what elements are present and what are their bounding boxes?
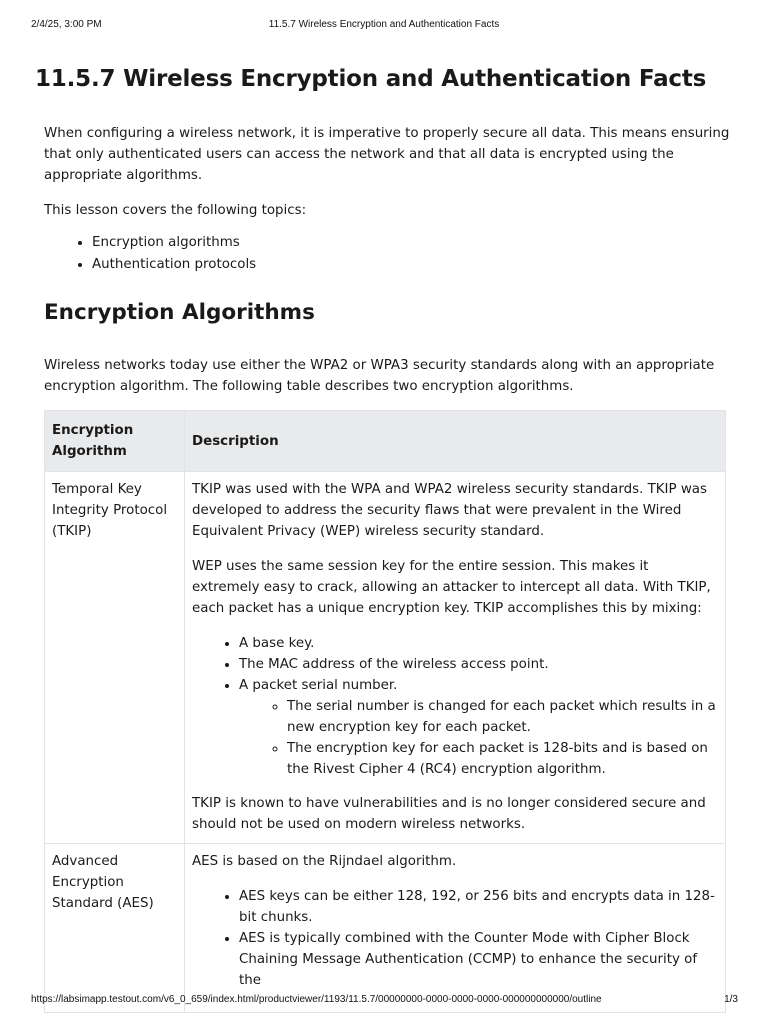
algorithm-name-cell: Temporal Key Integrity Protocol (TKIP) <box>45 472 185 844</box>
intro-paragraph: When configuring a wireless network, it is imperative to properly secure all data. This means ensuring that only authenticated users can access the network and that all data is encrypted using the appropriate algorithms. <box>44 126 730 183</box>
section-heading: Encryption Algorithms <box>44 300 315 325</box>
list-item: • AES is typically combined with the Counter Mode with Cipher Block Chaining Message Authentication (CCMP) to enhance the security of the <box>239 928 718 991</box>
list-item-text: A packet serial number. <box>239 678 398 693</box>
list-item: • A base key. <box>239 633 718 654</box>
section-intro: Wireless networks today use either the WPA2 or WPA3 security standards along with an appropriate encryption algorithm. The following table describes two encryption algorithms. <box>44 358 715 394</box>
description-paragraph: TKIP was used with the WPA and WPA2 wireless security standards. TKIP was developed to address the security flaws that were prevalent in the Wired Equivalent Privacy (WEP) wireless security standard. <box>192 482 707 539</box>
page-number: 1/3 <box>724 994 738 1005</box>
description-paragraph: WEP uses the same session key for the entire session. This makes it extremely easy to crack, allowing an attacker to intercept all data. With TKIP, each packet has a unique encryption key. TKIP accomplishes this by mixing: <box>192 559 711 616</box>
sub-list-item: ◦ The encryption key for each packet is 128-bits and is based on the Rivest Cipher 4 (RC4) encryption algorithm. <box>287 738 718 780</box>
table-header-row <box>45 411 726 472</box>
column-header-algorithm: Encryption Algorithm <box>45 411 185 472</box>
bullet-list <box>192 886 718 991</box>
description-paragraph: AES is based on the Rijndael algorithm. <box>192 854 457 869</box>
sub-list-item: ◦ The serial number is changed for each packet which results in a new encryption key for each packet. <box>287 696 718 738</box>
description-cell <box>185 472 726 844</box>
page-title: 11.5.7 Wireless Encryption and Authentication Facts <box>35 66 707 92</box>
bullet-list <box>192 633 718 780</box>
table-row <box>45 844 726 1013</box>
list-item <box>239 675 718 780</box>
print-page-title: 11.5.7 Wireless Encryption and Authentication Facts <box>268 19 500 30</box>
print-header <box>0 0 768 40</box>
topics-list <box>44 232 732 275</box>
description-cell <box>185 844 726 1013</box>
column-header-description: Description <box>185 411 726 472</box>
description-paragraph: TKIP is known to have vulnerabilities and is no longer considered secure and should not be used on modern wireless networks. <box>192 796 706 832</box>
intro-section <box>44 123 732 275</box>
topic-item: • Encryption algorithms <box>92 232 732 254</box>
algorithm-name-cell: Advanced Encryption Standard (AES) <box>45 844 185 1013</box>
print-footer <box>0 992 768 1012</box>
encryption-algorithms-table <box>44 410 726 1013</box>
table-row <box>45 472 726 844</box>
sub-bullet-list <box>239 696 718 780</box>
topic-item: • Authentication protocols <box>92 254 732 276</box>
list-item: • The MAC address of the wireless access point. <box>239 654 718 675</box>
list-item: • AES keys can be either 128, 192, or 256 bits and encrypts data in 128-bit chunks. <box>239 886 718 928</box>
topics-lead: This lesson covers the following topics: <box>44 203 307 218</box>
print-datetime: 2/4/25, 3:00 PM <box>31 19 102 30</box>
print-url: https://labsimapp.testout.com/v6_0_659/index.html/productviewer/1193/11.5.7/00000000-0000-0000-0000-000000000000/outline <box>31 994 602 1005</box>
